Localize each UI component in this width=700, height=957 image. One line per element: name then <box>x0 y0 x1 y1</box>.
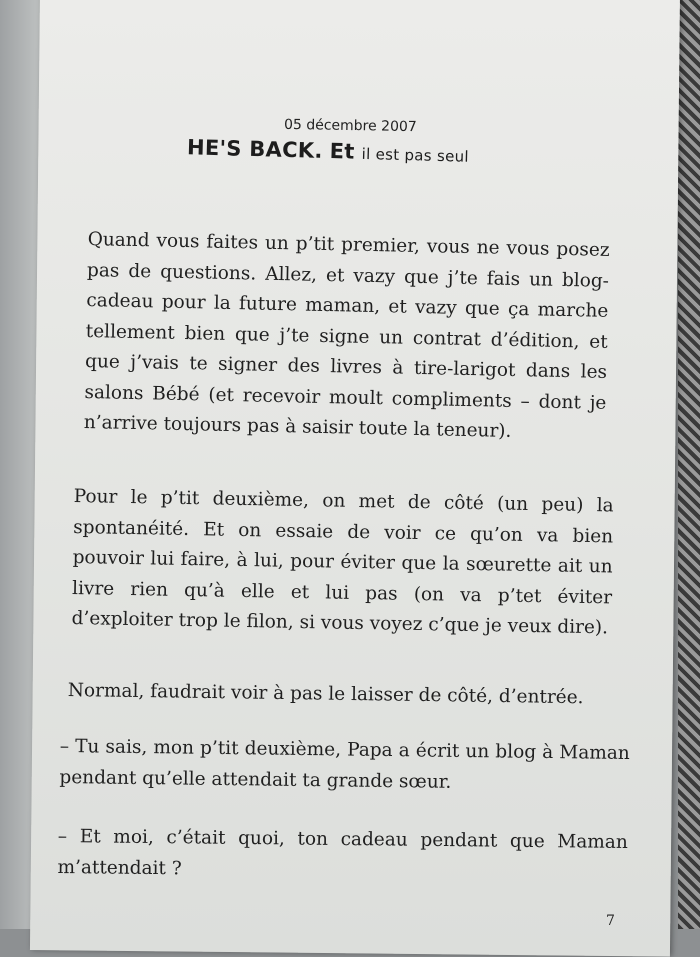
paragraph: – Tu sais, mon p’tit deuxième, Papa a écrit un blog à Maman pendant qu’elle attendait ta grande sœur. <box>59 735 630 793</box>
paragraph: Quand vous faites un p’tit premier, vous ne vous posez pas de questions. Allez, et vazy que j’te fais un blog-cadeau pour la future maman, et vazy que ça marche tellement bien que j’te signe un contrat d’édition, et que j’vais te signer des livres à tire-larigot dans les salons Bébé (et recevoir moult compliments – dont je n’arrive toujours pas à saisir toute la teneur). <box>83 228 610 442</box>
page-edge-pattern <box>678 0 700 929</box>
title-rest: il est pas seul <box>361 144 470 166</box>
page-number: 7 <box>606 913 615 929</box>
paragraph: Normal, faudrait voir à pas le laisser de côté, d’entrée. <box>67 679 584 709</box>
title-et: Et <box>329 139 355 164</box>
paragraph: Pour le p’tit deuxième, on met de côté (un peu) la spontanéité. Et on essaie de voir ce qu’on va bien pouvoir lui faire, à lui, pour éviter que la sœurette ait un livre rien qu’à elle et lui pas (on va p’tet éviter d’exploiter trop le filon, si vous voyez c’que je veux dire). <box>71 485 614 639</box>
entry-date: 05 décembre 2007 <box>283 116 417 136</box>
paragraph: – Et moi, c’était quoi, ton cadeau pendant que Maman m’attendait ? <box>57 825 628 879</box>
title-main: HE'S BACK. <box>186 135 324 163</box>
